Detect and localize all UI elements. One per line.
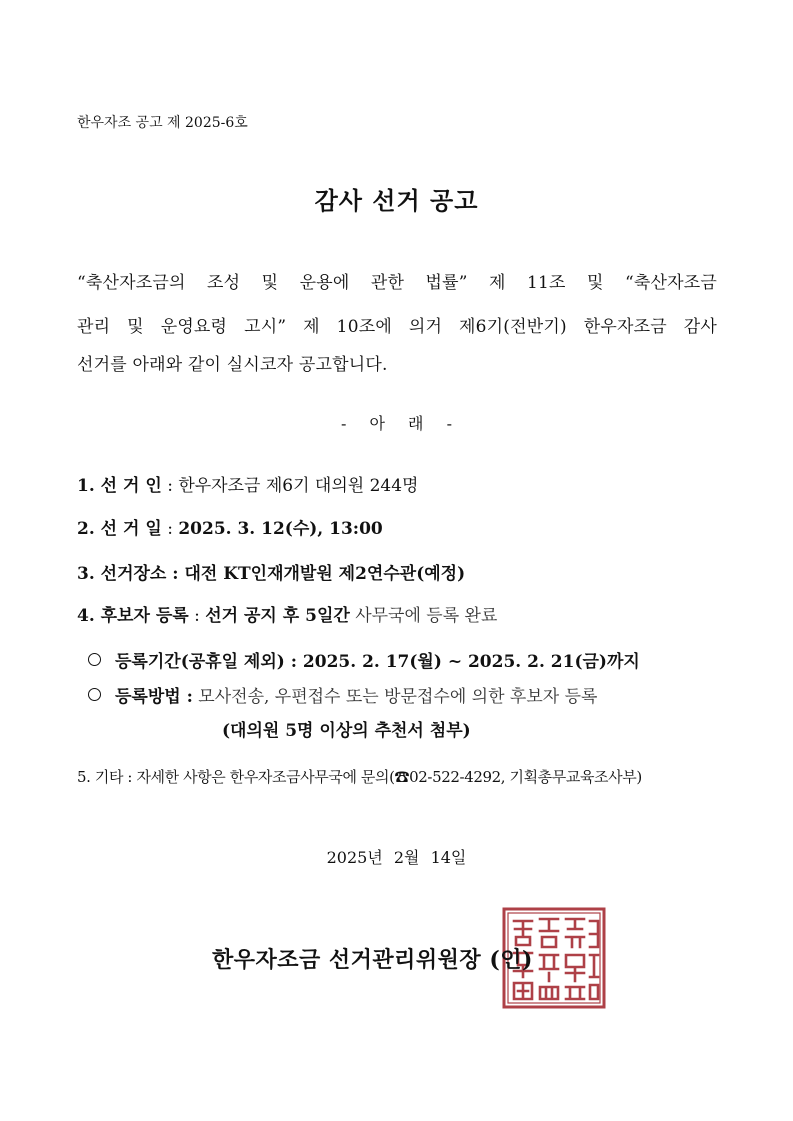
section-marker: - 아 래 - [341,414,452,433]
item-election-date-value: 2025. 3. 12(수), 13:00 [178,519,383,539]
intro-line-1: “축산자조금의 조성 및 운용에 관한 법률” 제 11조 및 “축산자조금 [77,273,717,293]
registration-period-text: 등록기간(공휴일 제외) : 2025. 2. 17(월) ~ 2025. 2. 21(금)까지 [115,652,640,672]
item-election-date-label: 2. 선 거 일 [77,519,162,539]
item-voters-value: : 한우자조금 제6기 대의원 244명 [167,476,419,496]
intro-line-3: 선거를 아래와 같이 실시코자 공고합니다. [77,355,388,375]
registration-method-label: 등록방법 : [115,687,193,707]
item-candidate-label: 4. 후보자 등록 [77,606,189,626]
item-voters-label: 1. 선 거 인 [77,476,162,496]
item-candidate-colon: : [194,606,200,626]
notice-date: 2025년 2월 14일 [326,848,467,867]
registration-period [88,647,640,672]
chairman-signature: 한우자조금 선거관리위원장 (인) [212,947,533,973]
item-voters [77,471,418,496]
item-election-date-colon: : [167,519,173,539]
notice-number: 한우자조 공고 제 2025-6호 [77,115,248,131]
item-election-date [77,514,383,539]
item-place: 3. 선거장소 : 대전 KT인재개발원 제2연수관(예정) [77,564,466,584]
item-candidate-period: 선거 공지 후 5일간 [205,606,350,626]
item-candidate-rest: 사무국에 등록 완료 [355,606,498,626]
registration-method-value: 모사전송, 우편접수 또는 방문접수에 의한 후보자 등록 [198,687,598,707]
circle-bullet-icon [88,688,101,701]
registration-method [88,682,597,707]
registration-method-note: (대의원 5명 이상의 추천서 첨부) [222,721,471,741]
item-candidate-registration [77,601,497,626]
item-other: 5. 기타 : 자세한 사항은 한우자조금사무국에 문의(☎02-522-4292, 기획총무교육조사부) [77,768,642,786]
intro-line-2: 관리 및 운영요령 고시” 제 10조에 의거 제6기(전반기) 한우자조금 감사 [77,317,717,337]
circle-bullet-icon [88,653,101,666]
document-title: 감사 선거 공고 [314,186,479,215]
